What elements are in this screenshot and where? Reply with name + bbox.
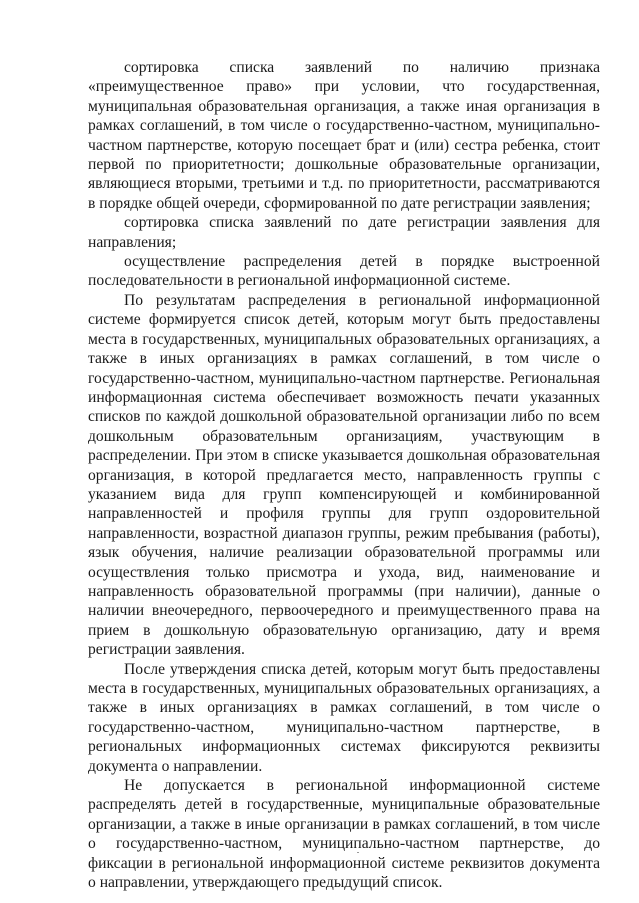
document-body — [88, 58, 600, 892]
paragraph-sorting-preferential-right: сортировка списка заявлений по наличию признака «преимущественное право» при условии, что государственная, муниципальная образовательная организация, а также иная организация в рамках соглашений, в том числе о государственно-частном, муниципально-частном партнерстве, которую посещает брат и (или) сестра ребенка, стоит первой по приоритетности; дошкольные образовательные организации, являющиеся вторыми, третьими и т.д. по приоритетности, рассматриваются в порядке общей очереди, сформированной по дате регистрации заявления; — [88, 59, 600, 212]
scan-speck — [357, 852, 359, 853]
paragraph-distribution-order: осуществление распределения детей в порядке выстроенной последовательности в региональной информационной системе. — [88, 253, 600, 290]
paragraph-after-approval: После утверждения списка детей, которым могут быть предоставлены места в государственных, муниципальных образовательных организациях, а также в иных организациях в рамках соглашений, в том числе о государственно-частном, муниципально-частном партнерстве, в региональных информационных системах фиксируются реквизиты документа о направлении. — [88, 660, 600, 775]
paragraph-sorting-by-date: сортировка списка заявлений по дате регистрации заявления для направления; — [88, 214, 600, 251]
paragraph-not-allowed: Не допускается в региональной информационной системе распределять детей в государственные, муниципальные образовательные организации, а также в иные организации в рамках соглашений, в том числе о государственно-частном, муниципально-частном партнерстве, до фиксации в региональной информационной системе реквизитов документа о направлении, утверждающего предыдущий список. — [88, 777, 600, 892]
paragraph-distribution-results: По результатам распределения в региональной информационной системе формируется список детей, которым могут быть предоставлены места в государственных, муниципальных образовательных организациях, а также в иных организациях в рамках соглашений, в том числе о государственно-частном, муниципально-частном партнерстве. Региональная информационная система обеспечивает возможность печати указанных списков по каждой дошкольной образовательной организации либо по всем дошкольным образовательным организациям, участвующим в распределении. При этом в списке указывается дошкольная образовательная организация, в которой предлагается место, направленность группы с указанием вида для групп компенсирующей и комбинированной направленностей и профиля группы для групп оздоровительной направленности, возрастной диапазон группы, режим пребывания (работы), язык обучения, наличие реализации образовательной программы или осуществления только присмотра и ухода, вид, наименование и направленность образовательной программы (при наличии), данные о наличии внеочередного, первоочередного и преимущественного права на прием в дошкольную образовательную организацию, дату и время регистрации заявления. — [88, 291, 600, 659]
